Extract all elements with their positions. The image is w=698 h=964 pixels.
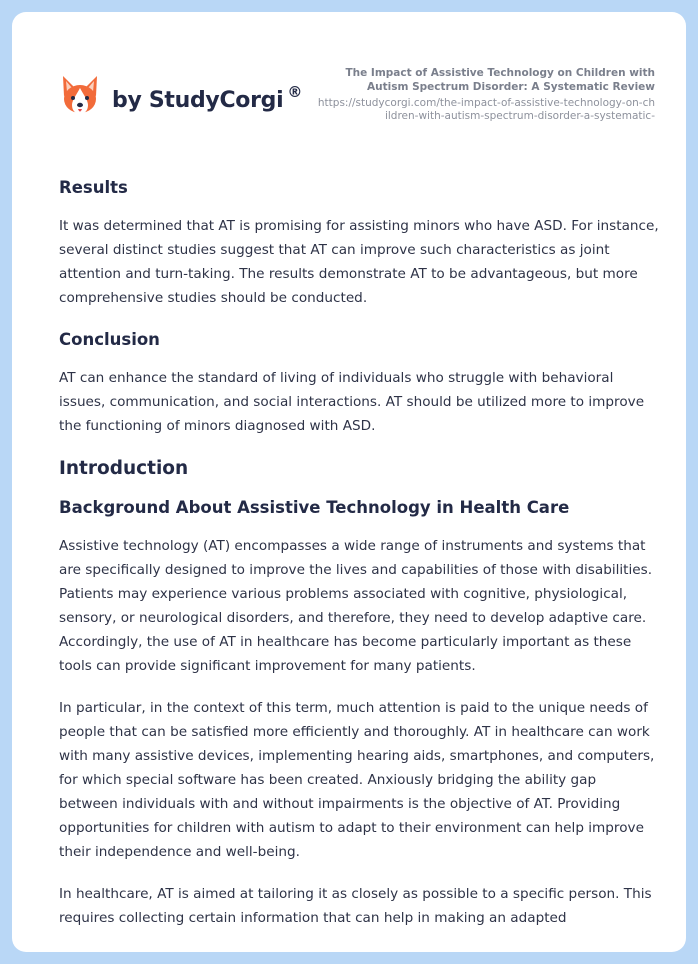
registered-mark: ® — [287, 82, 303, 101]
brand-name — [112, 82, 303, 113]
conclusion-heading: Conclusion — [59, 330, 160, 349]
page-header — [12, 12, 686, 152]
background-paragraph-3: In healthcare, AT is aimed at tailoring it as closely as possible to a specific person. This requires collecting certain information that can help in making an adapted — [59, 886, 652, 926]
results-paragraph: It was determined that AT is promising for assisting minors who have ASD. For instance, several distinct studies suggest that AT can improve such characteristics as joint attention and turn-taking. The results demonstrate AT to be advantageous, but more comprehensive studies should be conducted. — [59, 218, 659, 306]
studycorgi-logo[interactable] — [60, 74, 302, 118]
results-heading: Results — [59, 178, 128, 197]
background-paragraph-1: Assistive technology (AT) encompasses a wide range of instruments and systems that are specifically designed to improve the lives and capabilities of those with disabilities. Patients may experience various problems associated with cognitive, physiological, sensory, or neurological disorders, and therefore, they need to develop adaptive care. Accordingly, the use of AT in healthcare has become particularly important as these tools can provide significant improvement for many patients. — [59, 538, 653, 674]
document-url[interactable]: https://studycorgi.com/the-impact-of-assistive-technology-on-children-with-autism-spectrum-disorder-a-systematic- — [317, 97, 655, 122]
document-meta — [315, 66, 655, 123]
conclusion-paragraph: AT can enhance the standard of living of individuals who struggle with behavioral issues, communication, and social interactions. AT should be utilized more to improve the functioning of minors diagnosed with ASD. — [59, 370, 645, 434]
introduction-heading: Introduction — [59, 458, 189, 479]
background-paragraph-2: In particular, in the context of this term, much attention is paid to the unique needs of people that can be satisfied more efficiently and thoroughly. AT in healthcare can work with many assistive devices, implementing hearing aids, smartphones, and computers, for which special software has been created. Anxiously bridging the ability gap between individuals with and without impairments is the objective of AT. Providing opportunities for children with autism to adapt to their environment can help improve their independence and well-being. — [59, 700, 655, 860]
document-body — [59, 176, 659, 930]
corgi-logo-icon — [60, 74, 100, 118]
background-heading: Background About Assistive Technology in Health Care — [59, 498, 570, 517]
brand-text: by StudyCorgi — [112, 87, 284, 113]
document-title: The Impact of Assistive Technology on Children with Autism Spectrum Disorder: A Systematic Review — [345, 67, 655, 93]
document-page — [12, 12, 686, 952]
